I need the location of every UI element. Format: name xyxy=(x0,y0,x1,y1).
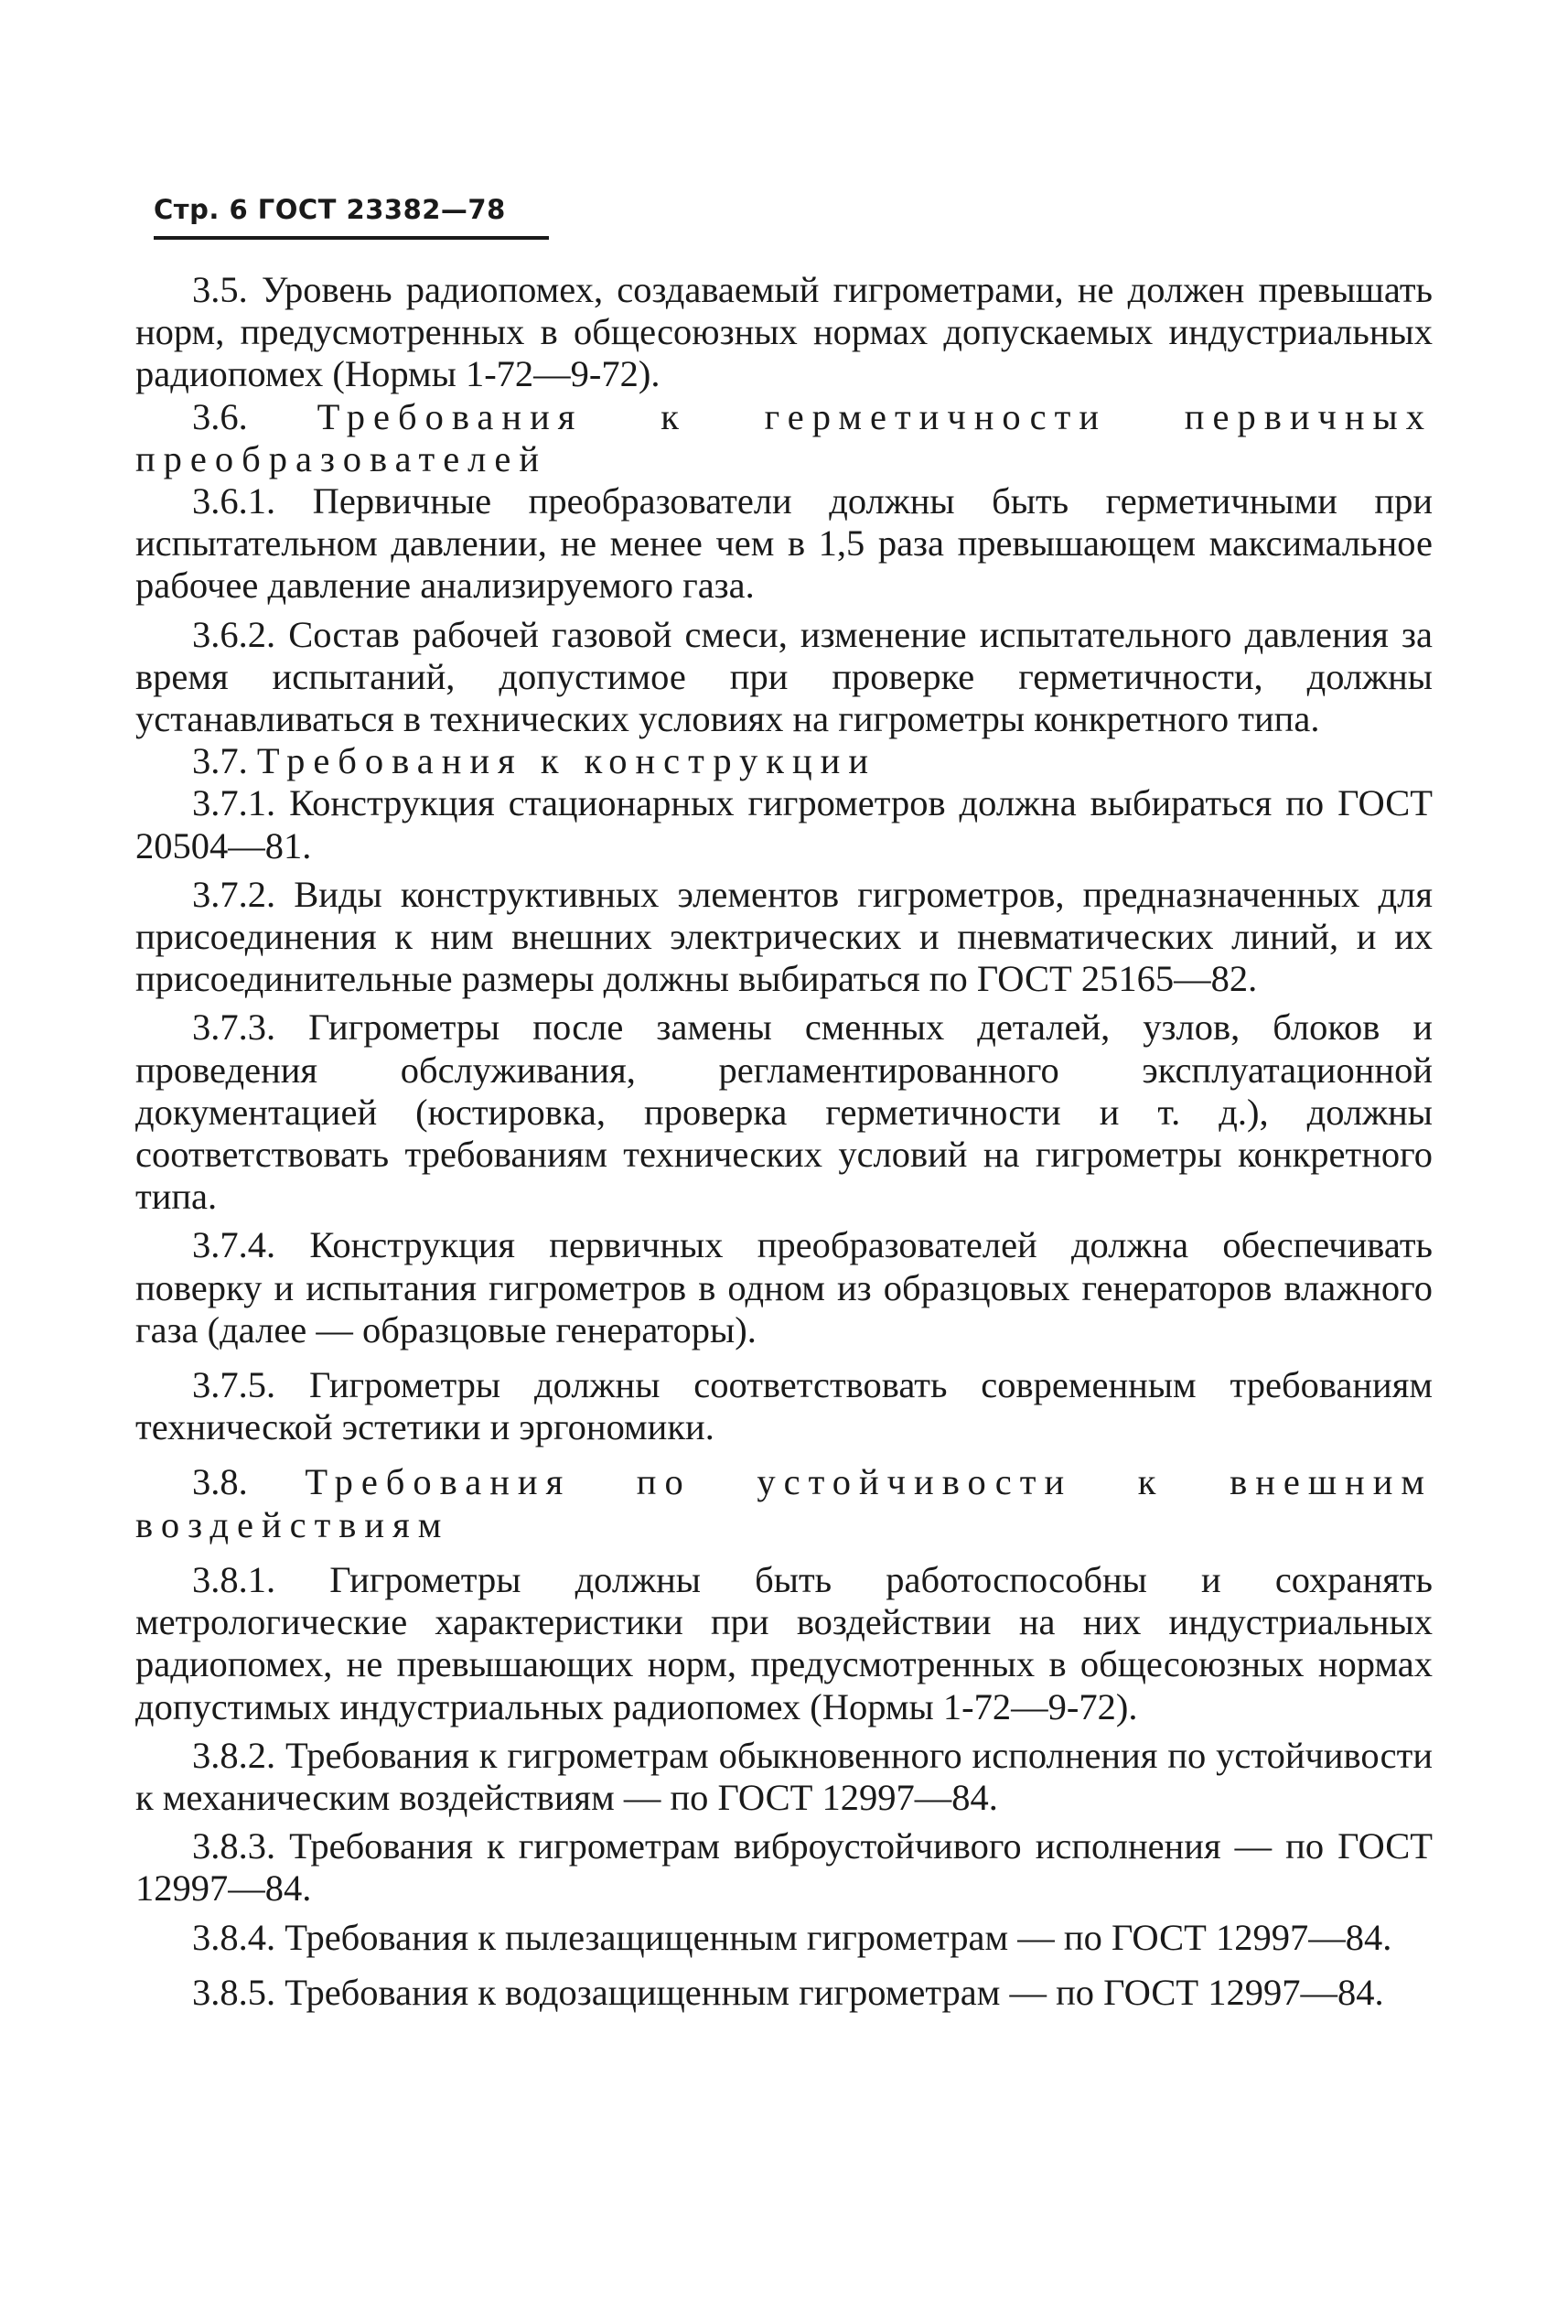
header-rule xyxy=(154,236,549,240)
page-header: Стр. 6 ГОСТ 23382—78 xyxy=(154,194,506,225)
paragraph-3-8-3: 3.8.3. Требования к гигрометрам виброустойчивого исполнения — по ГОСТ 12997—84. xyxy=(135,1825,1433,1910)
paragraph-3-7-3: 3.7.3. Гигрометры после замены сменных деталей, узлов, блоков и проведения обслуживания, регламентированного эксплуатационной документацией (юстировка, проверка герметичности и т. д.), должны соответствовать требованиям технических условий на гигрометры конкретного типа. xyxy=(135,1006,1433,1218)
paragraph-3-6-2: 3.6.2. Состав рабочей газовой смеси, изменение испытательного давления за время испытаний, допустимое при проверке герметичности, должны устанавливаться в технических условиях на гигрометры конкретного типа. xyxy=(135,613,1433,740)
paragraph-3-7-1: 3.7.1. Конструкция стационарных гигрометров должна выбираться по ГОСТ 20504—81. xyxy=(135,782,1433,866)
section-number: 3.7. xyxy=(192,740,248,782)
paragraph-3-5: 3.5. Уровень радиопомех, создаваемый гигрометрами, не должен превышать норм, предусмотренных в общесоюзных нормах допускаемых индустриальных радиопомех (Нормы 1-72—9-72). xyxy=(135,269,1433,395)
paragraph-3-7-4: 3.7.4. Конструкция первичных преобразователей должна обеспечивать поверку и испытания гигрометров в одном из образцовых генераторов влажного газа (далее — образцовые генераторы). xyxy=(135,1224,1433,1350)
paragraph-3-7-2: 3.7.2. Виды конструктивных элементов гигрометров, предназначенных для присоединения к ним внешних электрических и пневматических линий, и их присоединительные размеры должны выбираться по ГОСТ 25165—82. xyxy=(135,873,1433,1000)
paragraph-3-6-1: 3.6.1. Первичные преобразователи должны быть герметичными при испытательном давлении, не менее чем в 1,5 раза превышающем максимальное рабочее давление анализируемого газа. xyxy=(135,480,1433,607)
section-number: 3.6. xyxy=(192,395,248,437)
section-number: 3.8. xyxy=(192,1461,248,1503)
paragraph-3-8-4: 3.8.4. Требования к пылезащищенным гигрометрам — по ГОСТ 12997—84. xyxy=(192,1916,1392,1958)
paragraph-3-8-2: 3.8.2. Требования к гигрометрам обыкновенного исполнения по устойчивости к механическим воздействиям — по ГОСТ 12997—84. xyxy=(135,1734,1433,1818)
paragraph-3-7-5: 3.7.5. Гигрометры должны соответствовать современным требованиям технической эстетики и эргономики. xyxy=(135,1364,1433,1448)
section-heading-3-8 xyxy=(135,1461,1433,1545)
section-heading-3-6 xyxy=(135,396,1433,480)
section-heading-3-7 xyxy=(135,740,1433,782)
section-title: Требования к конструкции xyxy=(256,740,876,782)
paragraph-3-8-1: 3.8.1. Гигрометры должны быть работоспособны и сохранять метрологические характеристики при воздействии на них индустриальных радиопомех, не превышающих норм, предусмотренных в общесоюзных нормах допустимых индустриальных радиопомех (Нормы 1-72—9-72). xyxy=(135,1558,1433,1727)
document-body xyxy=(135,269,1433,2014)
section-title: Требования к герметичности первичных преобразователей xyxy=(135,395,1434,479)
section-title: Требования по устойчивости к внешним воздействиям xyxy=(135,1461,1434,1545)
paragraph-3-8-5: 3.8.5. Требования к водозащищенным гигрометрам — по ГОСТ 12997—84. xyxy=(192,1971,1384,2013)
